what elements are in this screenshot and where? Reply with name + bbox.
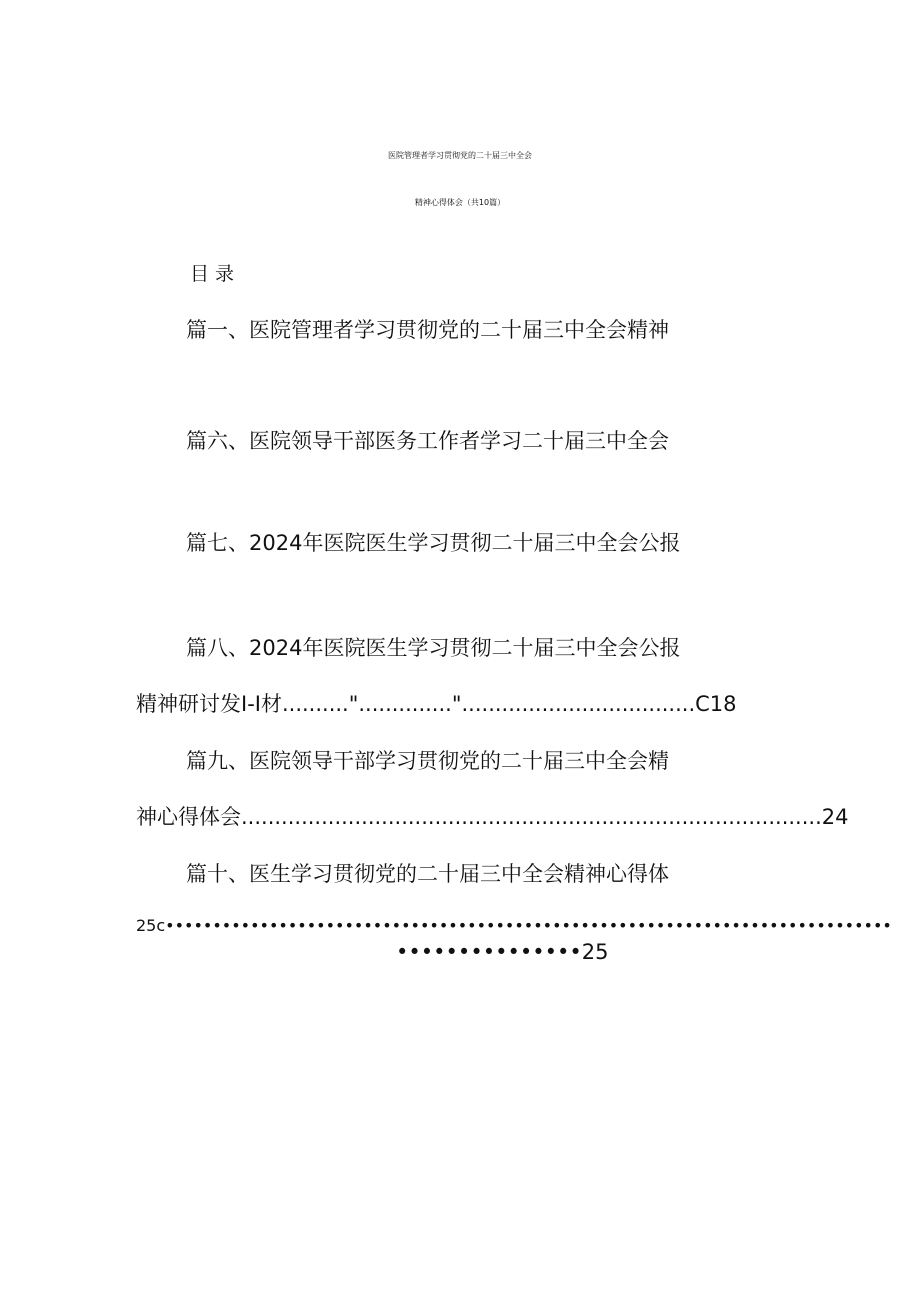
toc-entry-10-continuation-2[interactable]: •••••••••••••••25	[396, 940, 609, 964]
toc-entry-8-continuation[interactable]: 精神研讨发I-I材..........".............."...................................C18	[136, 692, 737, 716]
toc-entry-1[interactable]: 篇一、医院管理者学习贯彻党的二十届三中全会精神	[186, 318, 669, 342]
toc-entry-6[interactable]: 篇六、医院领导干部医务工作者学习二十届三中全会	[186, 429, 669, 453]
toc-entry-7[interactable]: 篇七、2024年医院医生学习贯彻二十届三中全会公报	[186, 531, 681, 555]
toc-entry-9-continuation[interactable]: 神心得体会.......................................................................................24	[136, 805, 849, 829]
toc-label: 目录	[190, 263, 241, 285]
toc-entry-10-continuation[interactable]: 25c•••••••••••••••••••••••••••••••••••••••••••••••••••••••••••••••••••••••••••••	[136, 916, 892, 935]
toc-entry-8[interactable]: 篇八、2024年医院医生学习贯彻二十届三中全会公报	[186, 636, 681, 660]
document-title-line-2: 精神心得体会（共10篇）	[414, 198, 506, 207]
document-title-line-1: 医院管理者学习贯彻党的二十届三中全会	[388, 151, 532, 160]
toc-entry-10[interactable]: 篇十、医生学习贯彻党的二十届三中全会精神心得体	[186, 862, 669, 886]
toc-entry-9[interactable]: 篇九、医院领导干部学习贯彻党的二十届三中全会精	[186, 749, 669, 773]
